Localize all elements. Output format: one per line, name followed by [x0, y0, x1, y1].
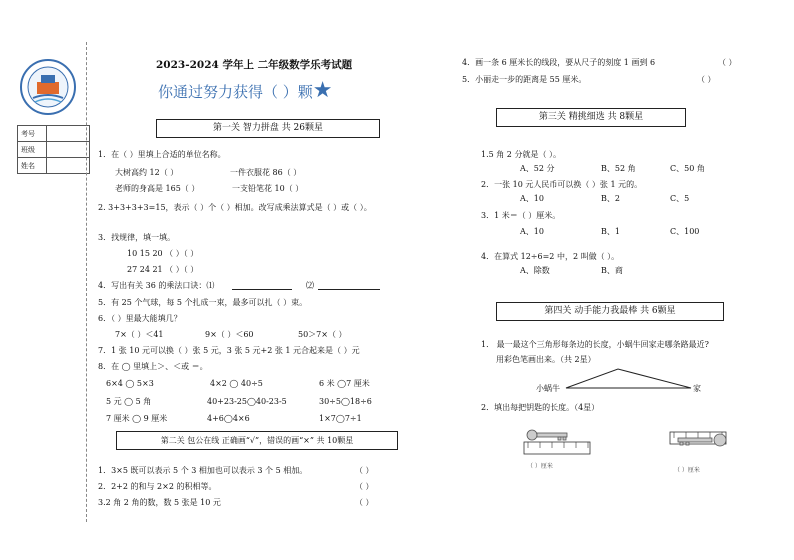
compare-7: 7 厘米 ◯ 9 厘米	[106, 414, 168, 423]
exam-title: 2023-2024 学年上 二年级数学乐考试题	[156, 59, 353, 71]
home-label: 家	[693, 384, 701, 393]
binding-line	[86, 42, 87, 522]
q8: 8．在 ◯ 里填上＞、＜或 ＝。	[98, 362, 208, 371]
mc-1: 1.5 角 2 分就是（ ）。	[481, 150, 561, 159]
section1-title: 第一关 智力拼盘 共 26颗星	[212, 123, 324, 133]
key-ruler-1	[522, 428, 592, 458]
motto-line	[158, 78, 333, 103]
q3: 3．找规律，填一填。	[98, 233, 176, 242]
section2-title: 第二关 包公在线 正确画“√”，错误的画“×” 共 10颗星	[160, 436, 354, 445]
judge-2-paren[interactable]: （ ）	[355, 482, 374, 491]
q2: 2. 3+3+3+3=15，表示（ ）个（ ）相加。改写成乘法算式是（ ）或（ ）。	[98, 203, 372, 212]
compare-3: 6 米 ◯7 厘米	[319, 379, 370, 388]
judge-3: 3.2 角 2 角的数，数 5 张是 10 元	[98, 498, 221, 507]
mc-2-opt-c[interactable]: C、5	[670, 194, 690, 203]
judge-1: 1．3×5 既可以表示 5 个 3 相加也可以表示 3 个 5 相加。	[98, 466, 308, 475]
mc-2-opt-b[interactable]: B、2	[601, 194, 620, 203]
q1b: 一件衣服花 86（ ）	[230, 168, 302, 177]
key1-unit[interactable]: （ ）厘米	[527, 463, 553, 470]
q1: 1．在（ ）里填上合适的单位名称。	[98, 150, 226, 159]
field-input-class[interactable]	[47, 142, 90, 158]
field-label-name: 姓名	[18, 158, 47, 174]
mc-4-opt-b[interactable]: B、商	[601, 266, 623, 275]
snail-label: 小蜗牛	[536, 384, 560, 393]
q1d: 一支铅笔花 10（ ）	[232, 184, 304, 193]
q6a: 7×（ ）＜41	[115, 330, 164, 339]
q6b: 9×（ ）＜60	[205, 330, 254, 339]
compare-9: 1×7◯7÷1	[319, 414, 362, 423]
field-label-id: 考号	[18, 126, 47, 142]
field-input-id[interactable]	[47, 126, 90, 142]
judge-1-paren[interactable]: （ ）	[355, 466, 374, 475]
q4-blank2[interactable]	[318, 289, 380, 290]
compare-1: 6×4 ◯ 5×3	[106, 379, 154, 388]
mc-3-opt-b[interactable]: B、1	[601, 227, 620, 236]
q1c: 老师的身高是 165（ ）	[115, 184, 200, 193]
judge-5: 5．小丽走一步的距离是 55 厘米。	[462, 75, 587, 84]
compare-8: 4+6◯4×6	[207, 414, 250, 423]
mc-1-opt-b[interactable]: B、52 角	[601, 164, 636, 173]
compare-5: 40+23-25◯40-23-5	[207, 397, 287, 406]
q1a: 大树高约 12（ ）	[115, 168, 179, 177]
school-logo	[19, 58, 77, 116]
key-ruler-2	[668, 428, 738, 458]
hands-1b: 用彩色笔画出来。（共 2星）	[496, 355, 596, 364]
mc-1-opt-a[interactable]: A、52 分	[520, 164, 555, 173]
mc-1-opt-c[interactable]: C、50 角	[670, 164, 705, 173]
q6c: 50＞7×（ ）	[298, 330, 347, 339]
field-input-name[interactable]	[47, 158, 90, 174]
triangle-shape	[566, 369, 691, 388]
mc-3-opt-a[interactable]: A、10	[520, 227, 544, 236]
motto-text: 你通过努力获得（ ）颗	[158, 83, 313, 101]
mc-3-opt-c[interactable]: C、100	[670, 227, 700, 236]
judge-4: 4．画一条 6 厘米长的线段，要从尺子的刻度 1 画到 6	[462, 58, 656, 67]
field-label-class: 班级	[18, 142, 47, 158]
judge-3-paren[interactable]: （ ）	[355, 498, 374, 507]
q3b: 27 24 21 （ ）（ ）	[127, 265, 199, 274]
q4: 4．写出有关 36 的乘法口诀：⑴	[98, 281, 215, 290]
mc-4: 4．在算式 12÷6=2 中，2 叫做（ ）。	[481, 252, 620, 261]
hands-2: 2．填出每把钥匙的长度。（4星）	[481, 403, 600, 412]
hands-1: 1． 最一最这个三角形每条边的长度，小蜗牛回家走哪条路最近?	[481, 340, 709, 349]
q7: 7．1 张 10 元可以换（ ）张 5 元，3 张 5 元+2 张 1 元合起来是（ ）元	[98, 346, 360, 355]
q3a: 10 15 20 （ ）（ ）	[127, 249, 199, 258]
mc-2: 2．一张 10 元人民币可以换（ ）张 1 元的。	[481, 180, 643, 189]
q5: 5．有 25 个气球，每 5 个扎成一束，最多可以扎（ ）束。	[98, 298, 308, 307]
star-icon: ★	[312, 78, 333, 103]
judge-4-paren[interactable]: （ ）	[718, 58, 737, 67]
mc-4-opt-a[interactable]: A、除数	[520, 266, 550, 275]
compare-4: 5 元 ◯ 5 角	[106, 397, 152, 406]
judge-2: 2．2+2 的和与 2×2 的积相等。	[98, 482, 217, 491]
section4-title: 第四关 动手能力我最棒 共 6颗星	[544, 306, 676, 316]
compare-6: 30÷5◯18÷6	[319, 397, 372, 406]
q4-blank1[interactable]	[232, 289, 292, 290]
mc-2-opt-a[interactable]: A、10	[520, 194, 544, 203]
key2-unit[interactable]: （ ）厘米	[674, 467, 700, 474]
key-icon	[527, 430, 567, 440]
q4b: ⑵	[306, 281, 314, 290]
compare-2: 4×2 ◯ 40÷5	[210, 379, 263, 388]
q6: 6．（ ）里最大能填几？	[98, 314, 182, 323]
mc-3: 3．1 米＝（ ）厘米。	[481, 211, 561, 220]
student-info-table	[17, 125, 90, 174]
judge-5-paren[interactable]: （ ）	[697, 75, 716, 84]
section3-title: 第三关 精挑细选 共 8颗星	[538, 112, 644, 122]
